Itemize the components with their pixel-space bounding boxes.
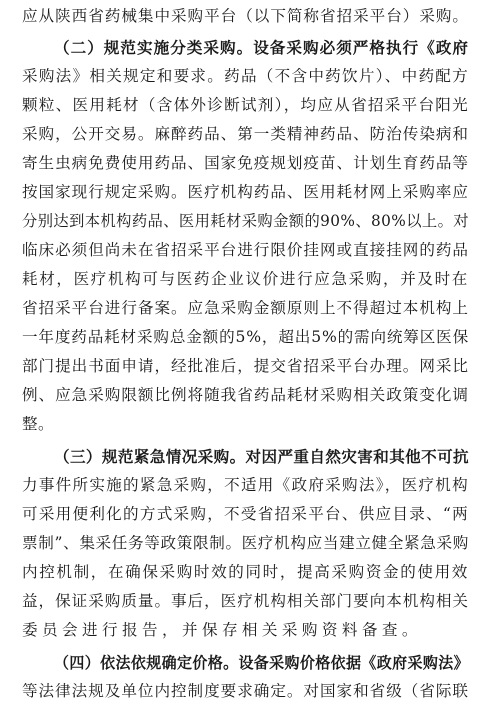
text-line: 采购法》相关规定和要求。药品（不含中药饮片）、中药配方 (22, 67, 469, 85)
text-line: 部门提出书面申请，经批准后，提交省招采平台办理。网采比 (22, 357, 469, 375)
text-line: 例、应急采购限额比例将随我省药品耗材采购相关政策变化调 (22, 386, 469, 404)
text-line: 整。 (22, 415, 54, 433)
text-line: 颗粒、医用耗材（含体外诊断试剂），均应从省招采平台阳光 (22, 96, 469, 114)
text-line: 分别达到本机构药品、医用耗材采购金额的90%、80%以上。对 (22, 212, 470, 230)
section-heading-line: （三）规范紧急情况采购。对因严重自然灾害和其他不可抗 (54, 447, 470, 466)
text-line: 应从陕西省药械集中采购平台（以下简称省招采平台）采购。 (22, 7, 469, 25)
text-line: 临床必须但尚未在省招采平台进行限价挂网或直接挂网的药品 (22, 241, 469, 259)
text-line: 票制”、集采任务等政策限制。医疗机构应当建立健全紧急采购 (22, 534, 469, 552)
text-line: 委员会进行报告，并保存相关采购资料备查。 (22, 621, 422, 639)
section-heading-line: （四）依法依规确定价格。设备采购价格依据《政府采购法》 (54, 653, 470, 672)
text-line: 一年度药品耗材采购总金额的5%，超出5%的需向统筹区医保 (22, 328, 469, 346)
text-line: 耗材，医疗机构可与医药企业议价进行应急采购，并及时在 (22, 270, 469, 288)
text-line: 按国家现行规定采购。医疗机构药品、医用耗材网上采购率应 (22, 183, 469, 201)
text-line: 内控机制，在确保采购时效的同时，提高采购资金的使用效 (22, 563, 469, 581)
text-line: 省招采平台进行备案。应急采购金额原则上不得超过本机构上 (22, 299, 469, 317)
text-line: 可采用便利化的方式采购，不受省招采平台、供应目录、“两 (22, 505, 469, 523)
text-line: 采购，公开交易。麻醉药品、第一类精神药品、防治传染病和 (22, 125, 469, 143)
text-line: 等法律法规及单位内控制度要求确定。对国家和省级（省际联 (22, 682, 469, 700)
text-line: 寄生虫病免费使用药品、国家免疫规划疫苗、计划生育药品等 (22, 154, 469, 172)
text-line: 力事件所实施的紧急采购，不适用《政府采购法》，医疗机构 (22, 476, 469, 494)
text-line: 益，保证采购质量。事后，医疗机构相关部门要向本机构相关 (22, 592, 469, 610)
section-heading-line: （二）规范实施分类采购。设备采购必须严格执行《政府 (54, 38, 470, 57)
